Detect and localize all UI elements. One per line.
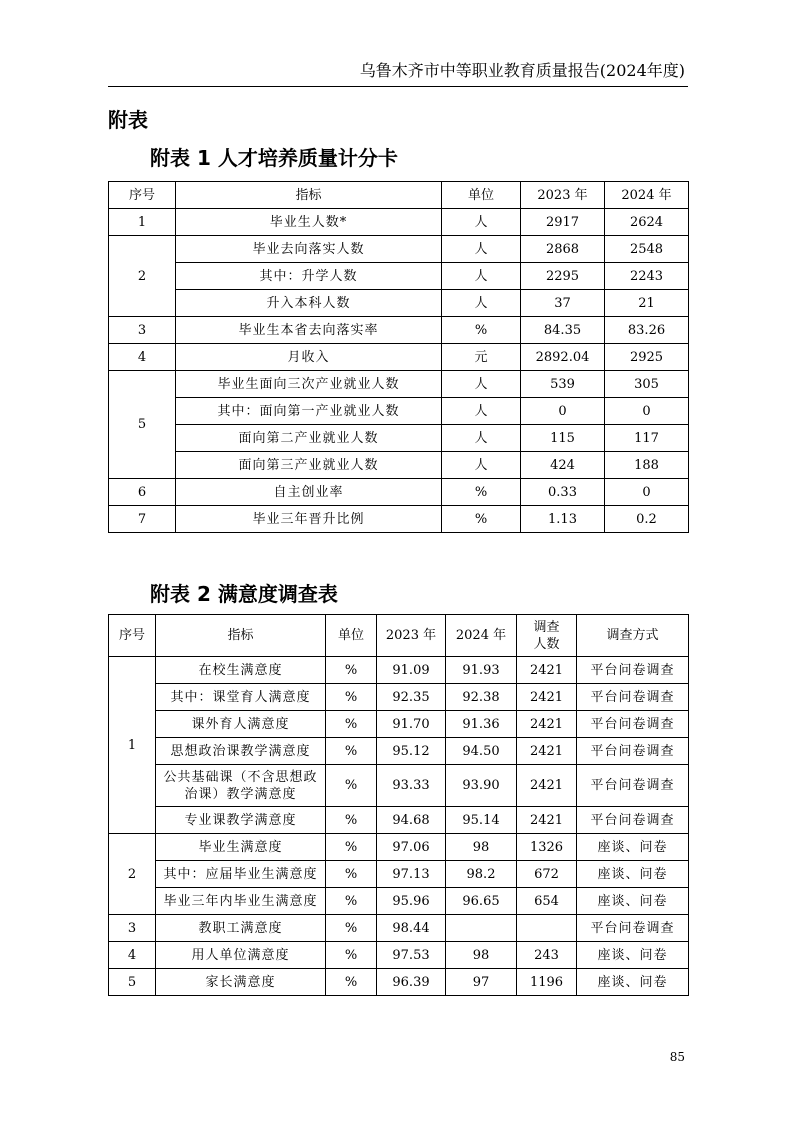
table-row [109,452,689,479]
table-row [109,888,689,915]
table-row [109,657,689,684]
table-row [109,738,689,765]
value-2024-cell: 188 [605,452,689,479]
value-2023-cell: 95.96 [377,888,446,915]
table1-header-unit: 单位 [442,182,521,209]
header-rule [108,86,688,87]
value-2023-cell: 0 [521,398,605,425]
table-row [109,807,689,834]
running-header: 乌鲁木齐市中等职业教育质量报告(2024年度) [359,61,685,80]
seq-cell: 5 [109,371,176,479]
count-cell: 243 [517,942,577,969]
unit-cell: % [326,807,377,834]
method-cell: 平台问卷调查 [577,684,689,711]
table2-header-row [109,615,689,657]
seq-cell: 1 [109,657,156,834]
value-2023-cell: 539 [521,371,605,398]
indicator-cell: 用人单位满意度 [156,942,326,969]
table-row [109,236,689,263]
indicator-cell: 毕业三年内毕业生满意度 [156,888,326,915]
table-row [109,969,689,996]
value-2024-cell: 98 [446,834,517,861]
indicator-cell: 毕业生人数* [176,209,442,236]
indicator-cell: 月收入 [176,344,442,371]
method-cell: 平台问卷调查 [577,711,689,738]
indicator-cell: 毕业生满意度 [156,834,326,861]
value-2023-cell: 424 [521,452,605,479]
table1-header-2023: 2023 年 [521,182,605,209]
table-row [109,263,689,290]
unit-cell: % [326,861,377,888]
value-2023-cell: 92.35 [377,684,446,711]
method-cell: 座谈、问卷 [577,861,689,888]
value-2023-cell: 1.13 [521,506,605,533]
unit-cell: % [326,969,377,996]
indicator-cell: 专业课教学满意度 [156,807,326,834]
value-2024-cell: 21 [605,290,689,317]
table-row [109,317,689,344]
unit-cell: 人 [442,263,521,290]
table-row [109,344,689,371]
method-cell: 平台问卷调查 [577,738,689,765]
seq-cell: 6 [109,479,176,506]
value-2024-cell: 0 [605,398,689,425]
value-2023-cell: 95.12 [377,738,446,765]
unit-cell: % [326,711,377,738]
value-2024-cell [446,915,517,942]
indicator-cell: 自主创业率 [176,479,442,506]
value-2023-cell: 37 [521,290,605,317]
indicator-cell: 其中：课堂育人满意度 [156,684,326,711]
count-cell: 2421 [517,738,577,765]
seq-cell: 5 [109,969,156,996]
unit-cell: % [442,506,521,533]
method-cell: 座谈、问卷 [577,834,689,861]
value-2023-cell: 98.44 [377,915,446,942]
count-cell: 2421 [517,711,577,738]
table1-header-seq: 序号 [109,182,176,209]
method-cell: 座谈、问卷 [577,888,689,915]
table2-header-method: 调查方式 [577,615,689,657]
indicator-cell: 其中：应届毕业生满意度 [156,861,326,888]
unit-cell: 人 [442,452,521,479]
seq-cell: 4 [109,344,176,371]
indicator-cell: 面向第三产业就业人数 [176,452,442,479]
unit-cell: % [326,684,377,711]
table-row [109,371,689,398]
unit-cell: % [326,942,377,969]
table1-header-row [109,182,689,209]
table2 [108,614,689,996]
indicator-cell: 毕业三年晋升比例 [176,506,442,533]
table2-header-seq: 序号 [109,615,156,657]
unit-cell: % [326,915,377,942]
table-row [109,915,689,942]
value-2024-cell: 117 [605,425,689,452]
table-row [109,209,689,236]
indicator-cell: 课外育人满意度 [156,711,326,738]
unit-cell: % [326,738,377,765]
table2-header-indicator: 指标 [156,615,326,657]
indicator-cell: 其中：升学人数 [176,263,442,290]
table2-title: 附表 2 满意度调查表 [150,582,338,606]
appendix-heading: 附表 [108,108,148,132]
table-row [109,398,689,425]
seq-cell: 2 [109,834,156,915]
value-2024-cell: 2548 [605,236,689,263]
indicator-cell: 升入本科人数 [176,290,442,317]
seq-cell: 7 [109,506,176,533]
value-2024-cell: 92.38 [446,684,517,711]
count-cell [517,915,577,942]
value-2023-cell: 97.06 [377,834,446,861]
seq-cell: 1 [109,209,176,236]
value-2023-cell: 97.53 [377,942,446,969]
page-number: 85 [669,1050,685,1064]
method-cell: 座谈、问卷 [577,942,689,969]
value-2023-cell: 2295 [521,263,605,290]
value-2023-cell: 115 [521,425,605,452]
count-cell: 2421 [517,657,577,684]
unit-cell: 人 [442,290,521,317]
value-2023-cell: 91.09 [377,657,446,684]
unit-cell: % [326,888,377,915]
count-cell: 672 [517,861,577,888]
table1-header-indicator: 指标 [176,182,442,209]
value-2024-cell: 91.93 [446,657,517,684]
table2-header-count: 调查人数 [517,615,577,657]
table-row [109,765,689,807]
value-2024-cell: 94.50 [446,738,517,765]
indicator-cell: 教职工满意度 [156,915,326,942]
unit-cell: 人 [442,398,521,425]
seq-cell: 3 [109,915,156,942]
table-row [109,942,689,969]
value-2024-cell: 0 [605,479,689,506]
unit-cell: 人 [442,425,521,452]
table2-header-2023: 2023 年 [377,615,446,657]
method-cell: 平台问卷调查 [577,915,689,942]
value-2023-cell: 2917 [521,209,605,236]
value-2023-cell: 96.39 [377,969,446,996]
value-2024-cell: 96.65 [446,888,517,915]
value-2023-cell: 2868 [521,236,605,263]
unit-cell: % [326,657,377,684]
table-row [109,425,689,452]
value-2023-cell: 94.68 [377,807,446,834]
indicator-cell: 面向第二产业就业人数 [176,425,442,452]
value-2023-cell: 97.13 [377,861,446,888]
value-2023-cell: 2892.04 [521,344,605,371]
table1 [108,181,689,533]
unit-cell: 人 [442,209,521,236]
value-2024-cell: 97 [446,969,517,996]
value-2024-cell: 2624 [605,209,689,236]
value-2024-cell: 305 [605,371,689,398]
value-2023-cell: 0.33 [521,479,605,506]
indicator-cell: 其中：面向第一产业就业人数 [176,398,442,425]
count-cell: 2421 [517,684,577,711]
indicator-cell: 毕业生本省去向落实率 [176,317,442,344]
count-cell: 2421 [517,807,577,834]
value-2024-cell: 83.26 [605,317,689,344]
method-cell: 平台问卷调查 [577,807,689,834]
value-2023-cell: 93.33 [377,765,446,807]
value-2024-cell: 2925 [605,344,689,371]
table-row [109,479,689,506]
unit-cell: 人 [442,236,521,263]
indicator-cell: 毕业去向落实人数 [176,236,442,263]
seq-cell: 2 [109,236,176,317]
value-2024-cell: 93.90 [446,765,517,807]
unit-cell: 元 [442,344,521,371]
table-row [109,711,689,738]
table2-header-unit: 单位 [326,615,377,657]
unit-cell: % [326,834,377,861]
unit-cell: % [442,317,521,344]
table-row [109,684,689,711]
method-cell: 平台问卷调查 [577,657,689,684]
count-cell: 2421 [517,765,577,807]
count-cell: 1196 [517,969,577,996]
table-row [109,861,689,888]
table-row [109,506,689,533]
table-row [109,290,689,317]
value-2024-cell: 0.2 [605,506,689,533]
indicator-cell: 在校生满意度 [156,657,326,684]
value-2023-cell: 84.35 [521,317,605,344]
value-2024-cell: 2243 [605,263,689,290]
seq-cell: 4 [109,942,156,969]
value-2023-cell: 91.70 [377,711,446,738]
table-row [109,834,689,861]
indicator-cell: 毕业生面向三次产业就业人数 [176,371,442,398]
value-2024-cell: 91.36 [446,711,517,738]
indicator-cell: 家长满意度 [156,969,326,996]
count-cell: 654 [517,888,577,915]
value-2024-cell: 98 [446,942,517,969]
unit-cell: % [326,765,377,807]
table1-title: 附表 1 人才培养质量计分卡 [150,146,398,170]
seq-cell: 3 [109,317,176,344]
count-cell: 1326 [517,834,577,861]
value-2024-cell: 98.2 [446,861,517,888]
method-cell: 座谈、问卷 [577,969,689,996]
method-cell: 平台问卷调查 [577,765,689,807]
table2-header-2024: 2024 年 [446,615,517,657]
value-2024-cell: 95.14 [446,807,517,834]
unit-cell: % [442,479,521,506]
table1-header-2024: 2024 年 [605,182,689,209]
indicator-cell: 思想政治课教学满意度 [156,738,326,765]
unit-cell: 人 [442,371,521,398]
indicator-cell: 公共基础课（不含思想政治课）教学满意度 [156,765,326,807]
